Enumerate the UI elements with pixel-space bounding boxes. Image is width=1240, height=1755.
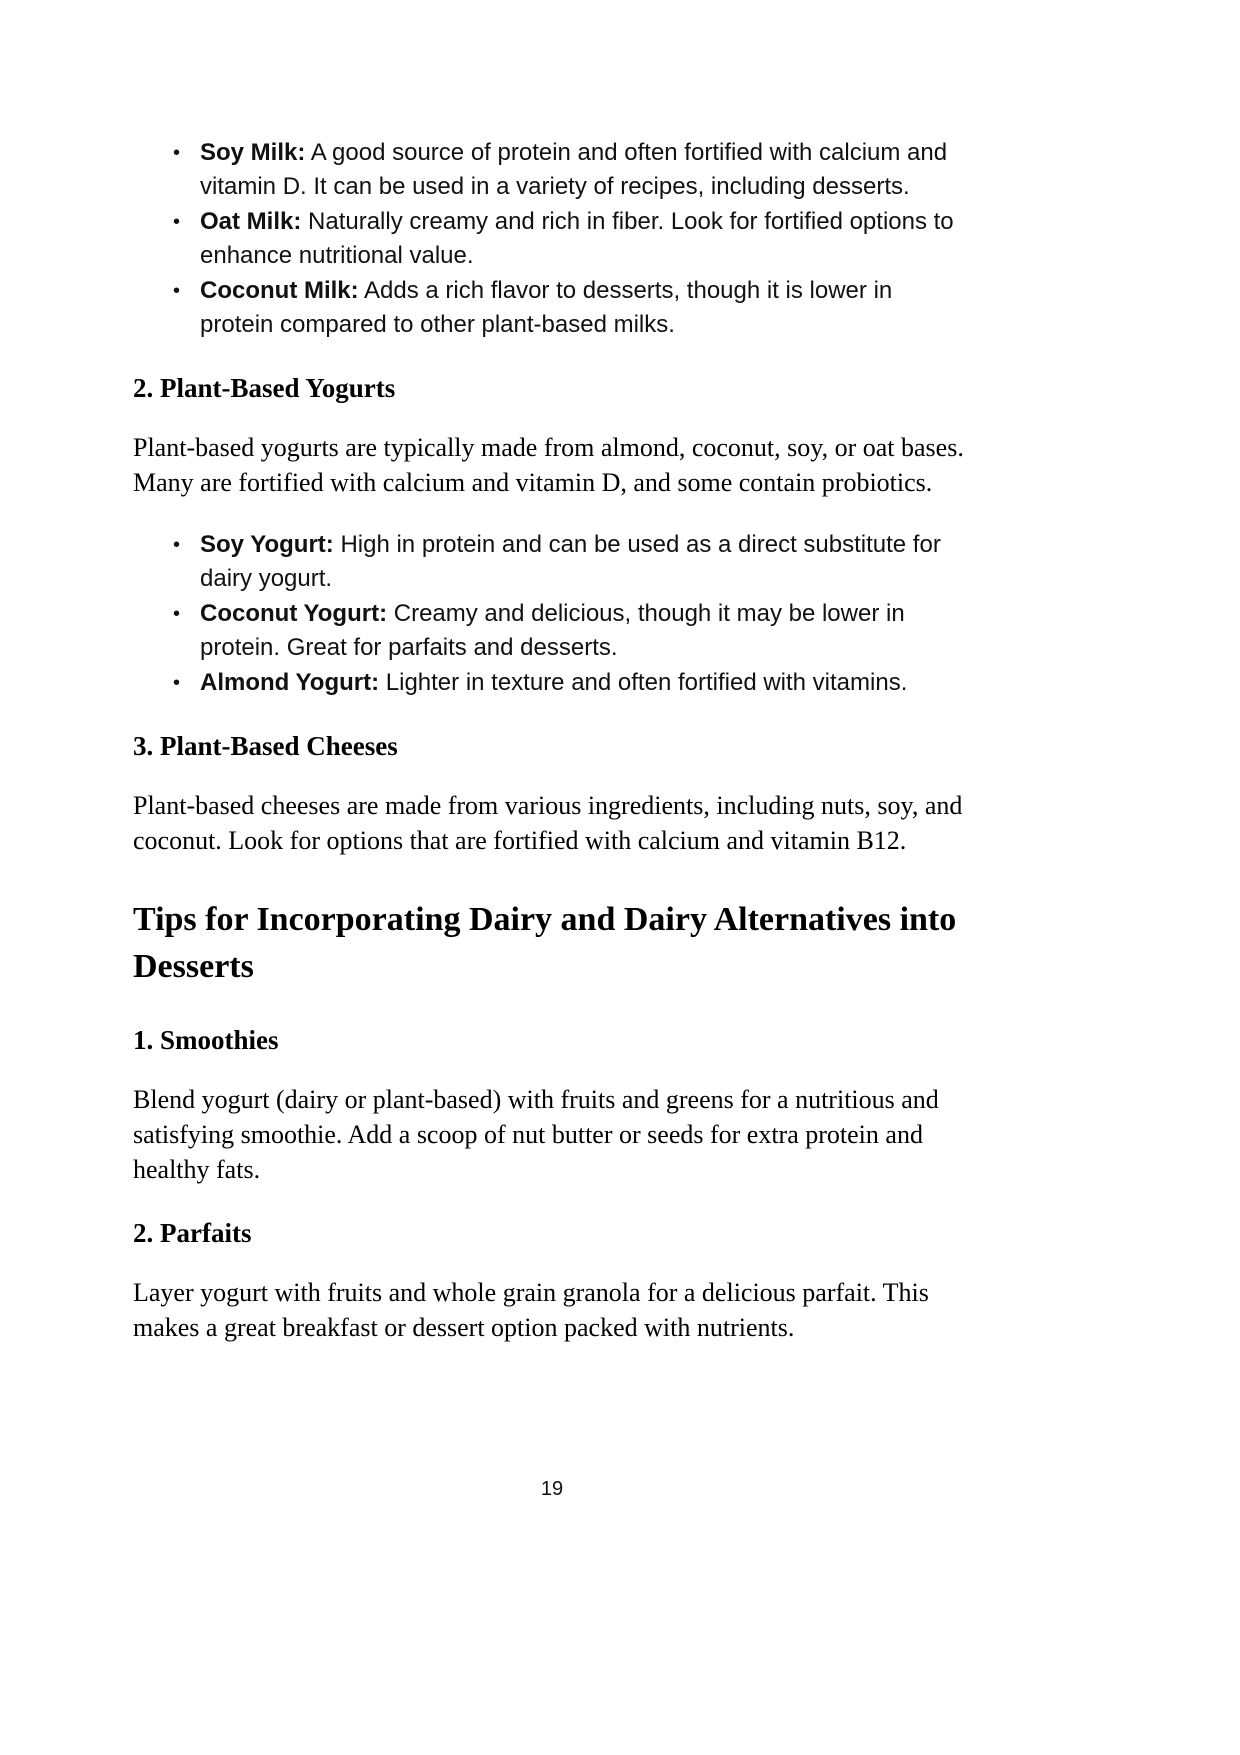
- milk-bullet-list: [133, 136, 971, 342]
- list-item-label: Coconut Milk:: [200, 277, 359, 304]
- list-item-label: Almond Yogurt:: [200, 669, 380, 696]
- yogurt-bullet-list: [133, 528, 971, 700]
- list-item-label: Soy Milk:: [200, 139, 306, 166]
- list-item-almond-yogurt: [167, 666, 971, 700]
- list-item-soy-yogurt: [167, 528, 971, 596]
- list-item-coconut-milk: [167, 274, 971, 342]
- heading-smoothies: 1. Smoothies: [133, 1025, 279, 1055]
- paragraph-yogurts-intro: Plant-based yogurts are typically made from almond, coconut, soy, or oat bases. Many are fortified with calcium and vitamin D, and some contain probiotics.: [133, 433, 964, 497]
- paragraph-smoothies: Blend yogurt (dairy or plant-based) with fruits and greens for a nutritious and satisfying smoothie. Add a scoop of nut butter or seeds for extra protein and healthy fats.: [133, 1085, 939, 1184]
- paragraph-cheeses-intro: Plant-based cheeses are made from various ingredients, including nuts, soy, and coconut. Look for options that are fortified with calcium and vitamin B12.: [133, 791, 963, 855]
- list-item-coconut-yogurt: [167, 597, 971, 665]
- document-content: [133, 136, 971, 1373]
- list-item-text: Adds a rich flavor to desserts, though it is lower in protein compared to other plant-based milks.: [200, 277, 893, 338]
- list-item-text: A good source of protein and often fortified with calcium and vitamin D. It can be used in a variety of recipes, including desserts.: [200, 139, 948, 200]
- title-tips-section: Tips for Incorporating Dairy and Dairy Alternatives into Desserts: [133, 901, 957, 985]
- heading-plant-based-yogurts: 2. Plant-Based Yogurts: [133, 373, 396, 403]
- paragraph-parfaits: Layer yogurt with fruits and whole grain granola for a delicious parfait. This makes a great breakfast or dessert option packed with nutrients.: [133, 1278, 929, 1342]
- list-item-text: Creamy and delicious, though it may be lower in protein. Great for parfaits and desserts.: [200, 600, 905, 661]
- list-item-text: Lighter in texture and often fortified with vitamins.: [379, 669, 908, 696]
- heading-parfaits: 2. Parfaits: [133, 1218, 252, 1248]
- heading-plant-based-cheeses: 3. Plant-Based Cheeses: [133, 731, 398, 761]
- list-item-label: Oat Milk:: [200, 208, 302, 235]
- page-number: 19: [540, 1478, 564, 1500]
- list-item-soy-milk: [167, 136, 971, 204]
- list-item-text: High in protein and can be used as a direct substitute for dairy yogurt.: [200, 531, 941, 592]
- list-item-oat-milk: [167, 205, 971, 273]
- list-item-text: Naturally creamy and rich in fiber. Look for fortified options to enhance nutritional value.: [200, 208, 954, 269]
- list-item-label: Soy Yogurt:: [200, 531, 334, 558]
- list-item-label: Coconut Yogurt:: [200, 600, 388, 627]
